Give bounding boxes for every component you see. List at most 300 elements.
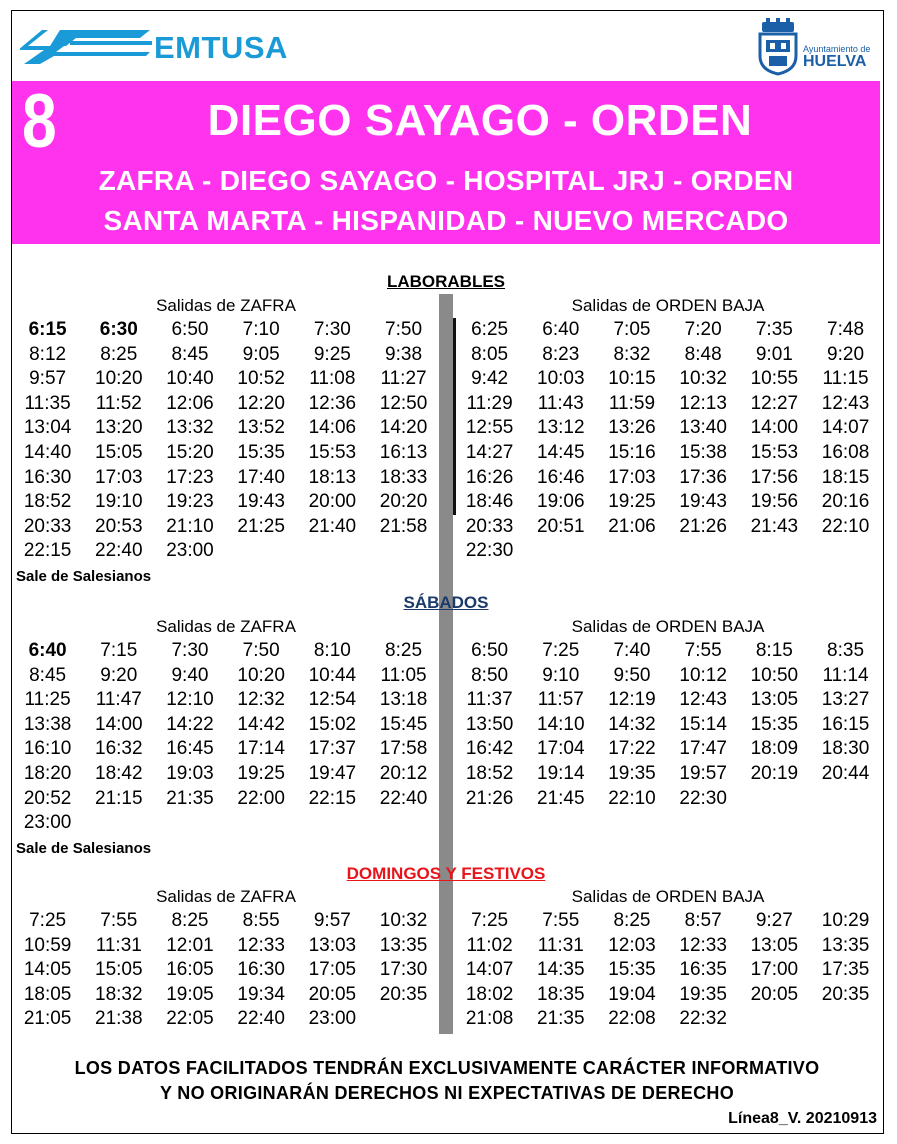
departure-time: 10:32 <box>379 910 428 931</box>
departure-time <box>226 811 297 836</box>
departure-time: 7:30 <box>171 640 209 661</box>
laborables-right-head: Salidas de ORDEN BAJA <box>571 296 765 315</box>
departure-time: 20:05 <box>750 983 799 1005</box>
departure-time: 9:20 <box>827 343 865 365</box>
departure-time: 11:25 <box>24 689 71 711</box>
departure-time: 21:06 <box>608 515 656 537</box>
departure-time: 19:35 <box>608 762 656 784</box>
departure-time: 18:32 <box>95 983 143 1005</box>
departure-time: 20:16 <box>821 491 870 513</box>
section-title-laborables: LABORABLES <box>386 272 506 291</box>
table-row <box>454 688 881 713</box>
departure-time: 12:54 <box>308 689 357 711</box>
table-row <box>12 318 439 343</box>
departure-time: 20:44 <box>821 762 870 784</box>
version-label: Línea8_V. 20210913 <box>728 1110 877 1127</box>
departure-time: 23:00 <box>23 812 72 834</box>
departure-time <box>668 539 739 564</box>
departure-time: 22:30 <box>465 540 514 562</box>
departure-time: 9:20 <box>100 664 138 686</box>
departure-time: 11:27 <box>380 368 427 390</box>
departure-time: 17:03 <box>95 466 143 488</box>
departure-time <box>596 539 667 564</box>
departure-time: 9:42 <box>471 368 509 390</box>
departure-time: 9:01 <box>755 343 793 365</box>
route-stops-line2: SANTA MARTA - HISPANIDAD - NUEVO MERCADO <box>103 205 789 236</box>
departure-time: 17:47 <box>679 738 727 760</box>
departure-time: 19:04 <box>608 983 656 1005</box>
domingos-right-head: Salidas de ORDEN BAJA <box>571 887 765 906</box>
departure-time: 20:53 <box>95 515 143 537</box>
departure-time: 16:46 <box>537 466 585 488</box>
departure-time: 21:43 <box>750 515 799 537</box>
departure-time: 22:15 <box>308 787 357 809</box>
departure-time: 15:35 <box>237 441 285 463</box>
table-row <box>12 688 439 713</box>
departure-time: 21:26 <box>465 787 514 809</box>
salesianos-note-sabados: Sale de Salesianos <box>16 840 152 857</box>
departure-time: 23:00 <box>308 1008 357 1030</box>
departure-time: 8:05 <box>471 343 509 365</box>
departure-time: 10:15 <box>608 368 656 390</box>
departure-time: 7:35 <box>755 319 793 340</box>
departure-time: 9:05 <box>242 343 280 365</box>
departure-time: 12:10 <box>166 689 214 711</box>
departure-time: 10:20 <box>95 368 143 390</box>
departure-time: 14:00 <box>750 417 799 439</box>
departure-time: 7:55 <box>542 910 580 931</box>
departure-time: 13:40 <box>679 417 727 439</box>
departure-time: 12:43 <box>821 392 870 414</box>
sabados-orden-table <box>454 639 881 811</box>
departure-time: 7:40 <box>613 640 651 661</box>
departure-time: 7:50 <box>242 640 280 661</box>
departure-time: 17:04 <box>537 738 585 760</box>
departure-time: 20:35 <box>379 983 428 1005</box>
departure-time: 11:43 <box>537 392 584 414</box>
departure-time: 9:25 <box>313 343 351 365</box>
departure-time: 21:35 <box>166 787 214 809</box>
table-row <box>12 639 439 664</box>
departure-time: 19:23 <box>166 491 214 513</box>
departure-time: 15:05 <box>95 959 143 981</box>
departure-time: 20:19 <box>750 762 799 784</box>
departure-time: 18:30 <box>821 738 870 760</box>
table-row <box>454 490 881 515</box>
departure-time <box>297 539 368 564</box>
table-row <box>12 1007 439 1032</box>
departure-time: 19:03 <box>166 762 214 784</box>
departure-time: 14:05 <box>23 959 72 981</box>
departure-time: 17:40 <box>237 466 285 488</box>
departure-time: 6:50 <box>471 640 509 661</box>
departure-time: 13:50 <box>465 713 514 735</box>
departure-time: 12:20 <box>237 392 285 414</box>
departure-time: 8:10 <box>313 640 351 661</box>
departure-time: 21:35 <box>537 1008 585 1030</box>
departure-time: 6:40 <box>28 640 67 661</box>
city-name: HUELVA <box>803 53 867 70</box>
departure-time: 14:07 <box>465 959 514 981</box>
departure-time: 14:45 <box>537 441 585 463</box>
departure-time: 17:00 <box>750 959 799 981</box>
disclaimer-line1: LOS DATOS FACILITADOS TENDRÁN EXCLUSIVAMENTE CARÁCTER INFORMATIVO <box>74 1058 820 1078</box>
departure-time: 21:58 <box>379 515 428 537</box>
departure-time: 8:55 <box>242 910 280 931</box>
departure-time: 19:43 <box>679 491 727 513</box>
departure-time <box>739 539 810 564</box>
departure-time: 15:16 <box>608 441 656 463</box>
departure-time: 12:55 <box>465 417 514 439</box>
departure-time: 16:45 <box>166 738 214 760</box>
departure-time: 12:32 <box>237 689 285 711</box>
departure-time: 20:33 <box>465 515 514 537</box>
departure-time: 13:12 <box>537 417 585 439</box>
departure-time: 19:05 <box>166 983 214 1005</box>
departure-time: 21:05 <box>23 1008 72 1030</box>
departure-time: 20:05 <box>308 983 357 1005</box>
departure-time: 9:10 <box>542 664 580 686</box>
departure-time: 17:14 <box>237 738 285 760</box>
departure-time <box>525 539 596 564</box>
departure-time: 10:29 <box>821 910 870 931</box>
departure-time: 8:50 <box>471 664 509 686</box>
departure-time: 22:40 <box>95 540 143 562</box>
table-row <box>12 466 439 491</box>
table-row <box>454 539 881 564</box>
departure-time: 19:34 <box>237 983 285 1005</box>
departure-time: 13:20 <box>95 417 143 439</box>
departure-time: 21:10 <box>166 515 214 537</box>
departure-time: 6:40 <box>542 319 580 340</box>
departure-time: 14:42 <box>237 713 285 735</box>
departure-time: 11:31 <box>95 934 142 956</box>
departure-time: 8:57 <box>684 910 722 931</box>
departure-time: 11:59 <box>608 392 656 414</box>
departure-time: 13:03 <box>308 934 357 956</box>
departure-time: 14:00 <box>95 713 143 735</box>
table-row <box>454 441 881 466</box>
departure-time: 20:35 <box>821 983 870 1005</box>
departure-time: 18:42 <box>95 762 143 784</box>
departure-time: 19:47 <box>308 762 357 784</box>
departure-time: 7:05 <box>613 319 651 340</box>
departure-time: 11:35 <box>24 392 71 414</box>
departure-time: 19:56 <box>750 491 799 513</box>
table-row <box>454 713 881 738</box>
departure-time <box>739 787 810 812</box>
table-row <box>454 416 881 441</box>
departure-time: 11:15 <box>822 368 869 390</box>
departure-time: 11:57 <box>537 689 584 711</box>
departure-time: 7:20 <box>684 319 722 340</box>
departure-time: 8:12 <box>29 343 67 365</box>
salesianos-note: Sale de Salesianos <box>16 568 152 585</box>
departure-time: 12:33 <box>237 934 285 956</box>
sabados-zafra-table <box>12 639 439 836</box>
departure-time: 10:44 <box>308 664 357 686</box>
departure-time: 8:45 <box>171 343 209 365</box>
departure-time: 17:37 <box>308 738 357 760</box>
departure-time: 6:15 <box>28 319 67 340</box>
departure-time: 22:40 <box>379 787 428 809</box>
departure-time: 18:02 <box>465 983 514 1005</box>
departure-time: 22:15 <box>23 540 72 562</box>
departure-time: 21:38 <box>95 1008 143 1030</box>
table-row <box>12 762 439 787</box>
departure-time: 14:27 <box>465 441 514 463</box>
departure-time: 19:10 <box>95 491 143 513</box>
departure-time: 16:35 <box>679 959 727 981</box>
departure-time: 15:45 <box>379 713 428 735</box>
departure-time: 18:20 <box>23 762 72 784</box>
departure-time: 14:20 <box>379 417 428 439</box>
table-row <box>12 539 439 564</box>
departure-time: 16:30 <box>237 959 285 981</box>
table-row <box>454 958 881 983</box>
domingos-left-head: Salidas de ZAFRA <box>156 887 296 906</box>
departure-time: 8:48 <box>684 343 722 365</box>
table-row <box>454 343 881 368</box>
departure-time: 11:08 <box>309 368 356 390</box>
table-row <box>454 664 881 689</box>
departure-time: 19:57 <box>679 762 727 784</box>
departure-time <box>368 811 439 836</box>
departure-time: 16:10 <box>23 738 72 760</box>
departure-time: 9:57 <box>313 910 351 931</box>
departure-time: 13:05 <box>750 689 799 711</box>
departure-time: 9:50 <box>613 664 651 686</box>
departure-time: 13:27 <box>821 689 870 711</box>
city-hall-label: Ayuntamiento de <box>803 44 871 54</box>
departure-time: 16:26 <box>465 466 514 488</box>
center-divider <box>439 294 453 1034</box>
departure-time: 13:26 <box>608 417 656 439</box>
departure-time <box>810 787 881 812</box>
table-row <box>454 367 881 392</box>
departure-time: 7:25 <box>29 910 67 931</box>
departure-time: 15:35 <box>608 959 656 981</box>
departure-time: 11:02 <box>466 934 513 956</box>
departure-time: 12:06 <box>166 392 214 414</box>
departure-time <box>83 811 154 836</box>
departure-time: 12:27 <box>750 392 799 414</box>
departure-time: 22:40 <box>237 1008 285 1030</box>
table-row <box>454 934 881 959</box>
departure-time: 8:25 <box>100 343 138 365</box>
departure-time: 14:10 <box>537 713 585 735</box>
departure-time: 10:50 <box>750 664 799 686</box>
departure-time: 20:33 <box>23 515 72 537</box>
route-stops-line1: ZAFRA - DIEGO SAYAGO - HOSPITAL JRJ - ORDEN <box>98 165 794 196</box>
departure-time: 17:30 <box>379 959 428 981</box>
departure-time: 8:23 <box>542 343 580 365</box>
departure-time: 15:02 <box>308 713 357 735</box>
departure-time: 7:15 <box>100 640 138 661</box>
emtusa-logo-icon <box>20 24 155 66</box>
departure-time: 14:35 <box>537 959 585 981</box>
departure-time: 10:03 <box>537 368 585 390</box>
departure-time <box>810 1007 881 1032</box>
departure-time: 10:52 <box>237 368 285 390</box>
departure-time: 13:38 <box>23 713 72 735</box>
departure-time: 16:32 <box>95 738 143 760</box>
departure-time: 8:32 <box>613 343 651 365</box>
departure-time: 7:10 <box>242 319 280 340</box>
departure-time <box>154 811 225 836</box>
departure-time: 12:19 <box>608 689 656 711</box>
departure-time: 8:45 <box>29 664 67 686</box>
departure-time: 12:36 <box>308 392 357 414</box>
laborables-zafra-table <box>12 318 439 564</box>
table-row <box>454 318 881 343</box>
departure-time: 15:05 <box>95 441 143 463</box>
table-row <box>454 1007 881 1032</box>
departure-time: 8:25 <box>171 910 209 931</box>
departure-time: 14:22 <box>166 713 214 735</box>
sabados-right-head: Salidas de ORDEN BAJA <box>571 617 765 636</box>
departure-time: 12:33 <box>679 934 727 956</box>
departure-time: 18:52 <box>23 491 72 513</box>
departure-time: 10:32 <box>679 368 727 390</box>
table-row <box>454 466 881 491</box>
huelva-crest-icon <box>756 18 800 76</box>
departure-time: 11:05 <box>380 664 427 686</box>
departure-time: 11:37 <box>466 689 513 711</box>
table-row <box>454 983 881 1008</box>
departure-time: 12:01 <box>166 934 214 956</box>
laborables-orden-table <box>454 318 881 564</box>
departure-time: 15:38 <box>679 441 727 463</box>
table-row <box>12 934 439 959</box>
disclaimer-line2: Y NO ORIGINARÁN DERECHOS NI EXPECTATIVAS DE DERECHO <box>159 1083 735 1103</box>
departure-time: 13:35 <box>379 934 428 956</box>
departure-time: 19:06 <box>537 491 585 513</box>
departure-time: 15:35 <box>750 713 799 735</box>
departure-time: 21:15 <box>95 787 143 809</box>
departure-time: 8:25 <box>385 640 423 661</box>
table-row <box>12 392 439 417</box>
departure-time: 18:05 <box>23 983 72 1005</box>
departure-time: 22:05 <box>166 1008 214 1030</box>
departure-time: 17:35 <box>821 959 870 981</box>
departure-time: 7:30 <box>313 319 351 340</box>
table-row <box>12 983 439 1008</box>
departure-time: 17:22 <box>608 738 656 760</box>
departure-time: 20:00 <box>308 491 357 513</box>
departure-time: 7:55 <box>100 910 138 931</box>
departure-time: 12:50 <box>379 392 428 414</box>
departure-time: 6:25 <box>471 319 509 340</box>
departure-time: 16:08 <box>821 441 870 463</box>
departure-time: 19:14 <box>537 762 585 784</box>
table-row <box>12 909 439 934</box>
departure-time <box>810 539 881 564</box>
domingos-orden-table <box>454 909 881 1032</box>
table-row <box>12 811 439 836</box>
table-row <box>12 664 439 689</box>
departure-time: 21:08 <box>465 1008 514 1030</box>
departure-time <box>739 1007 810 1032</box>
departure-time: 20:20 <box>379 491 428 513</box>
departure-time: 16:30 <box>23 466 72 488</box>
brand-name: EMTUSA <box>154 30 288 65</box>
laborables-left-head: Salidas de ZAFRA <box>156 296 296 315</box>
departure-time: 7:25 <box>542 640 580 661</box>
departure-time: 11:47 <box>95 689 142 711</box>
departure-time: 21:45 <box>537 787 585 809</box>
departure-time: 14:07 <box>821 417 870 439</box>
table-row <box>454 515 881 540</box>
departure-time <box>226 539 297 564</box>
departure-time: 18:35 <box>537 983 585 1005</box>
domingos-zafra-table <box>12 909 439 1032</box>
table-row <box>12 343 439 368</box>
departure-time: 10:12 <box>679 664 727 686</box>
table-row <box>12 737 439 762</box>
departure-time: 9:27 <box>755 910 793 931</box>
section-title-sabados: SÁBADOS <box>403 593 489 612</box>
departure-time: 7:25 <box>471 910 509 931</box>
departure-time: 11:29 <box>466 392 513 414</box>
departure-time: 11:31 <box>537 934 584 956</box>
departure-time: 11:14 <box>822 664 869 686</box>
departure-time: 18:33 <box>379 466 428 488</box>
table-row <box>12 958 439 983</box>
departure-time: 16:15 <box>821 713 870 735</box>
departure-time: 13:18 <box>379 689 428 711</box>
table-row <box>12 713 439 738</box>
departure-time: 22:00 <box>237 787 285 809</box>
departure-time: 19:35 <box>679 983 727 1005</box>
table-row <box>454 787 881 812</box>
departure-time: 7:55 <box>684 640 722 661</box>
departure-time: 6:30 <box>99 319 138 340</box>
departure-time: 17:03 <box>608 466 656 488</box>
departure-time: 16:13 <box>379 441 428 463</box>
departure-time: 18:15 <box>821 466 870 488</box>
departure-time: 22:32 <box>679 1008 727 1030</box>
departure-time <box>368 539 439 564</box>
departure-time: 14:32 <box>608 713 656 735</box>
table-row <box>454 639 881 664</box>
departure-time <box>297 811 368 836</box>
departure-time: 12:13 <box>679 392 727 414</box>
departure-time: 19:25 <box>608 491 656 513</box>
departure-time: 14:06 <box>308 417 357 439</box>
departure-time: 8:25 <box>613 910 651 931</box>
route-title: DIEGO SAYAGO - ORDEN <box>207 96 753 145</box>
departure-time: 23:00 <box>166 540 214 562</box>
departure-time: 7:50 <box>385 319 423 340</box>
departure-time: 21:40 <box>308 515 357 537</box>
departure-time: 20:12 <box>379 762 428 784</box>
departure-time: 12:43 <box>679 689 727 711</box>
departure-time: 9:40 <box>171 664 209 686</box>
departure-time: 10:55 <box>750 368 799 390</box>
table-row <box>454 392 881 417</box>
departure-time: 18:52 <box>465 762 514 784</box>
departure-time: 22:10 <box>608 787 656 809</box>
departure-time: 12:03 <box>608 934 656 956</box>
departure-time: 14:40 <box>23 441 72 463</box>
departure-time: 6:50 <box>171 319 209 340</box>
departure-time: 18:46 <box>465 491 514 513</box>
departure-time: 10:20 <box>237 664 285 686</box>
departure-time: 17:05 <box>308 959 357 981</box>
route-number: 8 <box>22 79 57 164</box>
departure-time: 10:59 <box>23 934 72 956</box>
